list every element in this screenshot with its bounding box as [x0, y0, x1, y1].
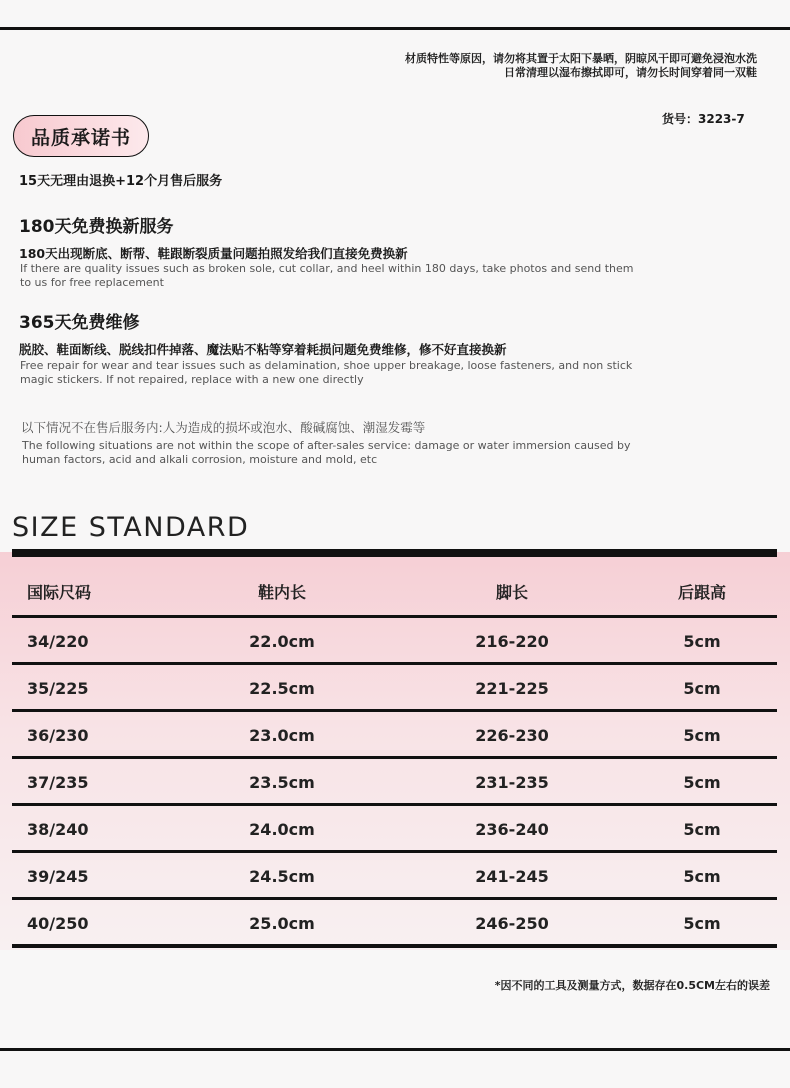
table-bottom-divider — [12, 944, 777, 948]
size-table-top-bar — [12, 549, 777, 557]
cell-intl-size: 34/220 — [27, 632, 89, 651]
cell-heel-height: 5cm — [683, 679, 721, 698]
cell-foot-length: 226-230 — [475, 726, 549, 745]
cell-insole-length: 24.0cm — [249, 820, 315, 839]
replacement-title: 180天免费换新服务 — [19, 217, 174, 237]
cell-heel-height: 5cm — [683, 632, 721, 651]
cell-intl-size: 38/240 — [27, 820, 89, 839]
cell-insole-length: 22.0cm — [249, 632, 315, 651]
replacement-desc-en: If there are quality issues such as broken sole, cut collar, and heel within 180 days, take photos and send them to us for free replacement — [20, 262, 634, 289]
sku-number: 货号：3223-7 — [662, 112, 745, 126]
header-heel-height: 后跟高 — [677, 582, 726, 602]
cell-heel-height: 5cm — [683, 914, 721, 933]
table-row — [12, 665, 777, 712]
top-divider — [0, 27, 790, 30]
repair-desc-en: Free repair for wear and tear issues such as delamination, shoe upper breakage, loose fasteners, and non stick magic stickers. If not repaired, replace with a new one directly — [20, 359, 633, 386]
header-insole-length: 鞋内长 — [257, 582, 306, 602]
care-note-line-1: 材质特性等原因，请勿将其置于太阳下暴晒，阴晾风干即可避免浸泡水洗 — [405, 52, 757, 65]
size-standard-title: SIZE STANDARD — [12, 512, 250, 543]
cell-foot-length: 221-225 — [475, 679, 549, 698]
cell-heel-height: 5cm — [683, 820, 721, 839]
cell-intl-size: 36/230 — [27, 726, 89, 745]
table-row — [12, 712, 777, 759]
exclusions-en: The following situations are not within the scope of after-sales service: damage or water immersion caused by human factors, acid and alkali corrosion, moisture and mold, etc — [22, 439, 631, 466]
care-note-line-2: 日常清理以湿布擦拭即可，请勿长时间穿着同一双鞋 — [504, 66, 757, 79]
cell-intl-size: 35/225 — [27, 679, 89, 698]
header-foot-length: 脚长 — [495, 582, 528, 602]
cell-heel-height: 5cm — [683, 867, 721, 886]
cell-insole-length: 25.0cm — [249, 914, 315, 933]
replacement-desc-cn: 180天出现断底、断帮、鞋跟断裂质量问题拍照发给我们直接免费换新 — [19, 246, 408, 261]
repair-desc-cn: 脱胶、鞋面断线、脱线扣件掉落、魔法贴不粘等穿着耗损问题免费维修，修不好直接换新 — [19, 342, 507, 357]
cell-foot-length: 231-235 — [475, 773, 549, 792]
cell-heel-height: 5cm — [683, 726, 721, 745]
cell-intl-size: 40/250 — [27, 914, 89, 933]
table-row — [12, 853, 777, 900]
cell-foot-length: 241-245 — [475, 867, 549, 886]
cell-foot-length: 246-250 — [475, 914, 549, 933]
cell-foot-length: 216-220 — [475, 632, 549, 651]
repair-title: 365天免费维修 — [19, 313, 140, 333]
table-row — [12, 900, 777, 947]
bottom-divider — [0, 1048, 790, 1051]
cell-foot-length: 236-240 — [475, 820, 549, 839]
table-row — [12, 806, 777, 853]
table-row — [12, 759, 777, 806]
cell-insole-length: 23.0cm — [249, 726, 315, 745]
cell-insole-length: 23.5cm — [249, 773, 315, 792]
cell-heel-height: 5cm — [683, 773, 721, 792]
cell-intl-size: 39/245 — [27, 867, 89, 886]
quality-promise-badge: 品质承诺书 — [13, 115, 149, 157]
exclusions-cn: 以下情况不在售后服务内:人为造成的损坏或泡水、酸碱腐蚀、潮湿发霉等 — [21, 420, 426, 435]
measurement-footnote: *因不同的工具及测量方式，数据存在0.5CM左右的误差 — [494, 979, 770, 992]
header-intl-size: 国际尺码 — [27, 582, 92, 602]
warranty-summary: 15天无理由退换+12个月售后服务 — [19, 174, 223, 189]
cell-insole-length: 22.5cm — [249, 679, 315, 698]
table-row — [12, 618, 777, 665]
care-note — [405, 52, 757, 80]
size-table-header — [12, 567, 777, 615]
cell-insole-length: 24.5cm — [249, 867, 315, 886]
cell-intl-size: 37/235 — [27, 773, 89, 792]
